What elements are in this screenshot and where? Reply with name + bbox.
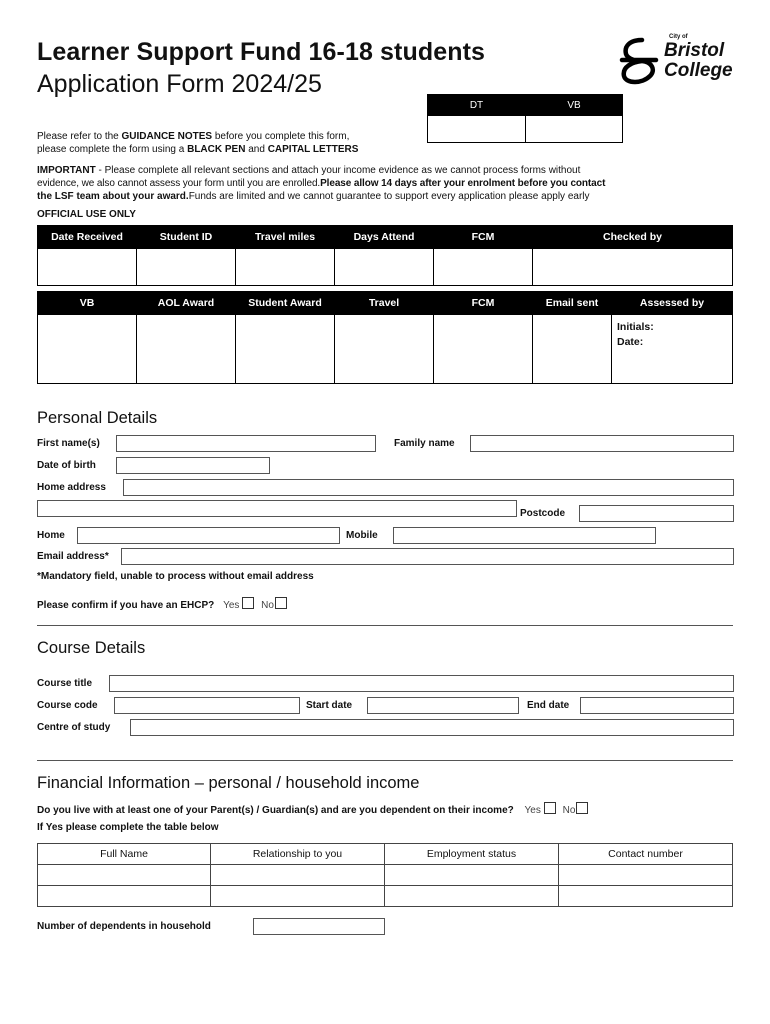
field-checked-by[interactable] [533,249,733,286]
family-name-label: Family name [394,438,455,449]
course-code-input[interactable] [114,697,300,714]
cell-full-name-2[interactable] [38,886,211,907]
office-box-vb-field[interactable] [526,116,623,143]
start-date-label: Start date [306,700,353,711]
date-label: Date: [617,336,644,348]
dependents-label: Number of dependents in household [37,921,211,932]
header-student-award: Student Award [236,292,335,315]
official-use-label: OFFICIAL USE ONLY [37,209,136,220]
header-email-sent: Email sent [533,292,612,315]
mobile-input[interactable] [393,527,656,544]
header-employment-status: Employment status [385,844,559,865]
home-address-input-2[interactable] [37,500,517,517]
email-input[interactable] [121,548,734,565]
ehcp-question: Please confirm if you have an EHCP? Yes No [37,597,287,611]
cell-full-name-1[interactable] [38,865,211,886]
header-full-name: Full Name [38,844,211,865]
field-aol-award[interactable] [137,315,236,384]
dob-label: Date of birth [37,460,96,471]
header-vb: VB [38,292,137,315]
header-relationship: Relationship to you [211,844,385,865]
home-phone-label: Home [37,530,65,541]
dependency-yes-label: Yes [524,805,541,816]
field-email-sent[interactable] [533,315,612,384]
official-table-1 [37,225,733,286]
home-address-label: Home address [37,482,106,493]
email-label: Email address* [37,551,109,562]
mandatory-note: *Mandatory field, unable to process without email address [37,571,314,582]
logo-city-text: City of [669,34,688,40]
office-box-vb-label: VB [526,95,623,116]
dob-input[interactable] [116,457,270,474]
intro-line-1: Please refer to the GUIDANCE NOTES before you complete this form, [37,131,350,142]
postcode-label: Postcode [520,508,566,519]
section-divider-2 [37,760,733,761]
financial-info-title: Financial Information – personal / household income [37,774,420,792]
header-fcm: FCM [434,226,533,249]
header-contact-number: Contact number [559,844,733,865]
first-names-input[interactable] [116,435,376,452]
cell-contact-2[interactable] [559,886,733,907]
cell-relationship-1[interactable] [211,865,385,886]
office-box-dt-label: DT [428,95,526,116]
header-student-id: Student ID [137,226,236,249]
ehcp-yes-label: Yes [223,600,240,611]
ehcp-yes-checkbox[interactable] [242,597,254,609]
dependency-no-checkbox[interactable] [576,802,588,814]
header-aol-award: AOL Award [137,292,236,315]
logo-b-icon [612,34,664,86]
mobile-label: Mobile [346,530,378,541]
course-details-title: Course Details [37,639,146,657]
dependency-no-label: No [562,805,576,816]
field-date-received[interactable] [38,249,137,286]
centre-of-study-label: Centre of study [37,722,111,733]
logo-line2: College [664,60,733,81]
important-line-1: IMPORTANT - Please complete all relevant sections and attach your income evidence as we cannot process forms without [37,165,581,176]
centre-of-study-input[interactable] [130,719,734,736]
field-student-id[interactable] [137,249,236,286]
if-yes-note: If Yes please complete the table below [37,822,219,833]
start-date-input[interactable] [367,697,519,714]
table-row [38,886,733,907]
family-name-input[interactable] [470,435,734,452]
ehcp-no-checkbox[interactable] [275,597,287,609]
important-line-3: the LSF team about your award.Funds are limited and we cannot guarantee to support every application please apply early [37,191,590,202]
table-row [38,865,733,886]
college-logo [612,32,742,94]
header-assessed-by: Assessed by [612,292,733,315]
form-subtitle: Application Form 2024/25 [37,70,322,98]
field-days-attend[interactable] [335,249,434,286]
field-travel[interactable] [335,315,434,384]
field-vb[interactable] [38,315,137,384]
official-table-2 [37,291,733,384]
section-divider-1 [37,625,733,626]
first-names-label: First name(s) [37,438,100,449]
household-table [37,843,733,907]
postcode-input[interactable] [579,505,734,522]
cell-contact-1[interactable] [559,865,733,886]
header-checked-by: Checked by [533,226,733,249]
header-date-received: Date Received [38,226,137,249]
dependency-yes-checkbox[interactable] [544,802,556,814]
ehcp-no-label: No [261,600,274,611]
home-address-input-1[interactable] [123,479,734,496]
cell-employment-2[interactable] [385,886,559,907]
header-fcm-2: FCM [434,292,533,315]
initials-label: Initials: [617,321,654,333]
end-date-input[interactable] [580,697,734,714]
field-student-award[interactable] [236,315,335,384]
office-box-dt-field[interactable] [428,116,526,143]
field-travel-miles[interactable] [236,249,335,286]
intro-line-2: please complete the form using a BLACK PEN and CAPITAL LETTERS [37,144,359,155]
cell-relationship-2[interactable] [211,886,385,907]
field-assessed-by[interactable] [612,315,733,384]
course-code-label: Course code [37,700,98,711]
field-fcm[interactable] [434,249,533,286]
dependents-input[interactable] [253,918,385,935]
header-days-attend: Days Attend [335,226,434,249]
field-fcm-2[interactable] [434,315,533,384]
home-phone-input[interactable] [77,527,340,544]
course-title-label: Course title [37,678,93,689]
important-line-2: evidence, we also cannot assess your form until you are enrolled.Please allow 14 days after your enrolment before you contact [37,178,606,189]
office-box-table [427,94,623,143]
personal-details-title: Personal Details [37,409,158,427]
header-travel-miles: Travel miles [236,226,335,249]
cell-employment-1[interactable] [385,865,559,886]
form-title: Learner Support Fund 16-18 students [37,38,486,66]
logo-line1: Bristol [664,40,725,61]
end-date-label: End date [527,700,570,711]
dependency-question: Do you live with at least one of your Parent(s) / Guardian(s) and are you dependent on their income? Yes No [37,802,588,816]
header-travel: Travel [335,292,434,315]
course-title-input[interactable] [109,675,734,692]
